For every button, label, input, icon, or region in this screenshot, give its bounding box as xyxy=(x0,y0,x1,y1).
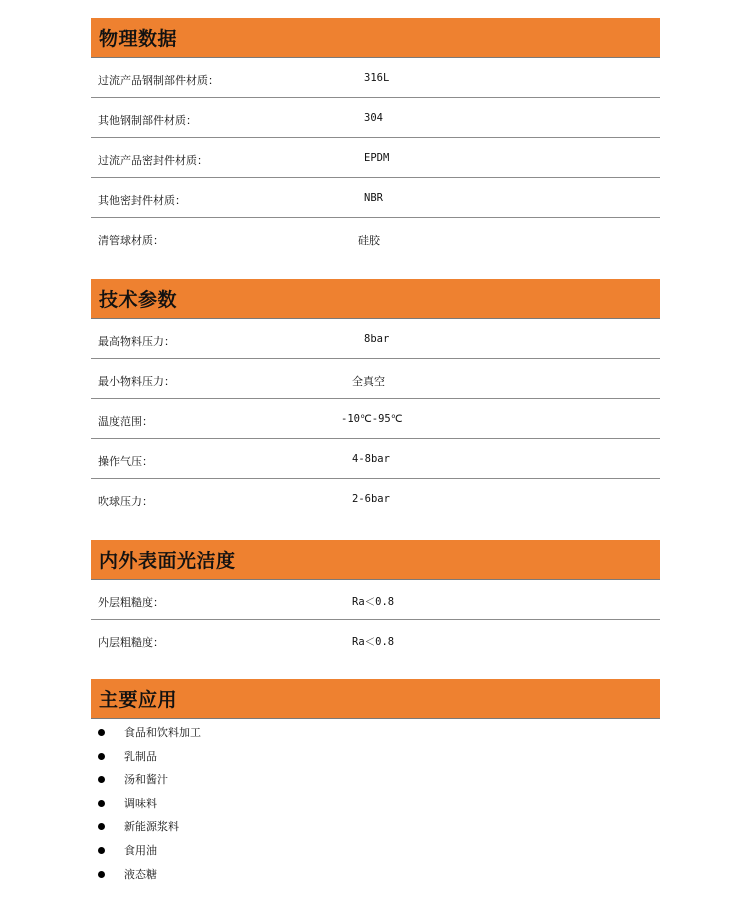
list-item xyxy=(91,866,660,890)
list-item-text: 调味料 xyxy=(124,796,157,810)
section-header xyxy=(91,540,660,580)
spec-value: 2-6bar xyxy=(352,493,390,505)
list-item-text: 新能源浆料 xyxy=(124,820,179,834)
list-item-text: 食品和饮料加工 xyxy=(124,726,201,739)
spec-row xyxy=(91,359,660,399)
surface-finish-section xyxy=(91,540,660,660)
spec-value: Ra＜0.8 xyxy=(352,636,395,648)
list-item xyxy=(91,795,660,819)
spec-value: 316L xyxy=(364,72,390,84)
spec-value: 硅胶 xyxy=(358,234,380,247)
spec-value: EPDM xyxy=(364,152,390,164)
section-header xyxy=(91,279,660,319)
list-item xyxy=(91,842,660,866)
spec-row xyxy=(91,580,660,620)
section-title: 内外表面光洁度 xyxy=(99,550,236,572)
spec-value: 8bar xyxy=(364,333,390,345)
bullet-icon xyxy=(98,871,105,878)
spec-label: 操作气压： xyxy=(98,455,153,468)
spec-value: 304 xyxy=(364,112,383,124)
spec-row xyxy=(91,319,660,359)
bullet-icon xyxy=(98,729,105,736)
applications-section xyxy=(91,679,660,889)
spec-label: 温度范围： xyxy=(98,415,153,428)
spec-value: Ra＜0.8 xyxy=(352,596,395,608)
spec-value: 全真空 xyxy=(352,375,385,388)
section-header xyxy=(91,18,660,58)
spec-row xyxy=(91,439,660,479)
spec-label: 过流产品密封件材质： xyxy=(98,154,208,167)
section-header xyxy=(91,679,660,719)
spec-label: 外层粗糙度： xyxy=(98,596,164,609)
spec-label: 其他钢制部件材质： xyxy=(98,114,197,127)
bullet-icon xyxy=(98,823,105,830)
list-item xyxy=(91,748,660,772)
spec-row xyxy=(91,399,660,439)
spec-label: 最高物料压力： xyxy=(98,335,175,348)
spec-row xyxy=(91,218,660,258)
spec-row xyxy=(91,178,660,218)
list-item-text: 乳制品 xyxy=(124,749,157,763)
spec-label: 最小物料压力： xyxy=(98,375,175,388)
spec-label: 内层粗糙度： xyxy=(98,636,164,649)
list-item xyxy=(91,771,660,795)
spec-row xyxy=(91,620,660,660)
spec-row xyxy=(91,138,660,178)
spec-value: 4-8bar xyxy=(352,453,390,465)
bullet-icon xyxy=(98,753,105,760)
bullet-icon xyxy=(98,776,105,783)
section-title: 技术参数 xyxy=(99,289,178,311)
spec-label: 其他密封件材质： xyxy=(98,194,186,207)
list-item xyxy=(91,818,660,842)
spec-value: NBR xyxy=(364,192,383,204)
physical-data-section xyxy=(91,18,660,258)
spec-row xyxy=(91,58,660,98)
section-title: 物理数据 xyxy=(99,28,178,50)
bullet-icon xyxy=(98,800,105,807)
technical-params-section xyxy=(91,279,660,519)
list-item-text: 液态糖 xyxy=(124,867,157,881)
list-item xyxy=(91,724,660,748)
spec-value: -10℃-95℃ xyxy=(341,413,403,425)
spec-row xyxy=(91,479,660,519)
spec-label: 过流产品钢制部件材质： xyxy=(98,74,219,87)
bullet-icon xyxy=(98,847,105,854)
spec-label: 清管球材质： xyxy=(98,234,164,247)
applications-list xyxy=(91,724,660,889)
list-item-text: 汤和酱汁 xyxy=(124,773,168,787)
section-title: 主要应用 xyxy=(99,689,178,711)
list-item-text: 食用油 xyxy=(124,843,157,857)
spec-row xyxy=(91,98,660,138)
spec-label: 吹球压力： xyxy=(98,495,153,508)
